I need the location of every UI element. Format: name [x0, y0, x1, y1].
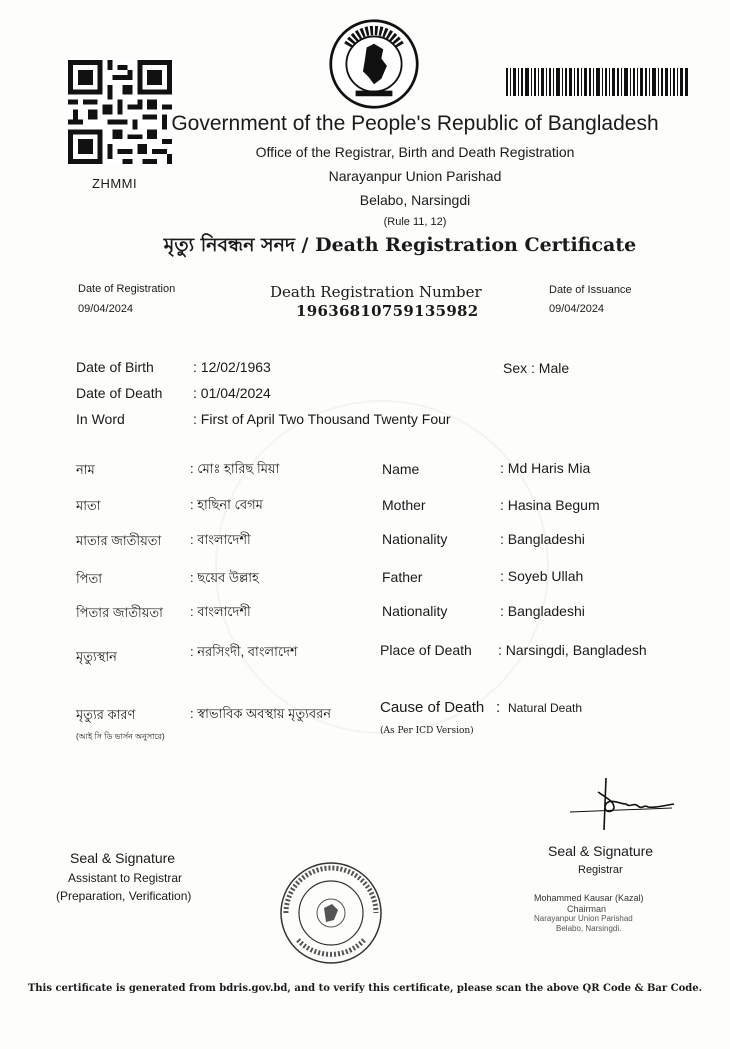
certificate-title: মৃত্যু নিবন্ধন সনদ / Death Registration Certificate — [163, 234, 637, 256]
union-parishad-seal — [276, 858, 386, 968]
registration-number-label: Death Registration Number — [270, 283, 482, 301]
stamp-location: Belabo, Narsingdi. — [556, 924, 622, 933]
field-bn-label: পিতার জাতীয়তা — [76, 605, 163, 620]
cause-bn-sub: (আই সি ডি ভার্সন অনুসারে) — [76, 732, 165, 741]
government-emblem — [328, 18, 420, 110]
stamp-name: Mohammed Kausar (Kazal) — [534, 893, 644, 903]
date-of-registration-label: Date of Registration — [78, 283, 176, 295]
date-of-death-value: : 01/04/2024 — [193, 385, 271, 401]
field-bn-value: : হাছিনা বেগম — [190, 497, 263, 512]
cause-en-sub: (As Per ICD Version) — [380, 726, 474, 736]
field-en-label: Nationality — [382, 531, 448, 547]
background-watermark — [215, 400, 549, 734]
field-bn-label: নাম — [76, 462, 95, 477]
field-bn-value: : ছয়েব উল্লাহ — [190, 570, 259, 585]
date-of-death-label: Date of Death — [76, 385, 163, 401]
field-en-value: : Md Haris Mia — [500, 460, 591, 476]
cause-en-value: Natural Death — [508, 701, 583, 715]
field-en-value: : Bangladeshi — [500, 603, 585, 619]
field-bn-value: : মোঃ হারিছ মিয়া — [190, 461, 280, 476]
field-en-label: Nationality — [382, 603, 448, 619]
in-word-value: : First of April Two Thousand Twenty Four — [193, 411, 451, 427]
in-word-label: In Word — [76, 411, 125, 427]
field-bn-value: : নরসিংদী, বাংলাদেশ — [190, 644, 298, 659]
cause-bn-label: মৃত্যুর কারণ — [76, 707, 136, 722]
field-en-value: : Soyeb Ullah — [500, 568, 584, 584]
field-bn-label: মৃত্যুস্থান — [76, 649, 117, 664]
stamp-org: Narayanpur Union Parishad — [534, 914, 633, 923]
sex-value: Sex : Male — [503, 360, 570, 376]
date-of-birth-value: : 12/02/1963 — [193, 359, 271, 375]
cause-bn-value: : স্বাভাবিক অবস্থায় মৃত্যুবরন — [190, 706, 332, 721]
rule-text: (Rule 11, 12) — [383, 216, 447, 228]
field-bn-value: : বাংলাদেশী — [190, 532, 251, 547]
qr-caption: ZHMMI — [92, 176, 138, 191]
field-en-label: Name — [382, 461, 420, 477]
verification-footer: This certificate is generated from bdris.gov.bd, and to verify this certificate, please scan the above QR Code & Bar Code. — [27, 983, 703, 994]
field-en-label: Mother — [382, 497, 426, 513]
right-sign-role: Registrar — [578, 864, 623, 876]
left-sign-role: Assistant to Registrar — [68, 871, 183, 885]
date-of-registration-value: 09/04/2024 — [78, 303, 134, 315]
right-seal-signature-title: Seal & Signature — [548, 843, 654, 859]
date-of-issuance-label: Date of Issuance — [549, 284, 632, 296]
date-of-birth-label: Date of Birth — [76, 359, 154, 375]
location-heading: Belabo, Narsingdi — [359, 192, 471, 208]
left-seal-signature-title: Seal & Signature — [70, 850, 176, 866]
field-bn-label: পিতা — [76, 571, 103, 586]
date-of-issuance-value: 09/04/2024 — [549, 303, 605, 315]
field-en-value: : Hasina Begum — [500, 497, 600, 513]
stamp-title: Chairman — [567, 904, 607, 914]
field-en-value: : Bangladeshi — [500, 531, 585, 547]
left-sign-sub: (Preparation, Verification) — [56, 889, 192, 903]
union-heading: Narayanpur Union Parishad — [328, 168, 502, 184]
field-en-label: Place of Death — [380, 642, 472, 658]
field-en-label: Father — [382, 569, 423, 585]
field-bn-label: মাতার জাতীয়তা — [76, 533, 162, 548]
registrar-signature — [566, 774, 676, 834]
field-bn-label: মাতা — [76, 498, 101, 513]
barcode — [506, 68, 688, 96]
office-heading: Office of the Registrar, Birth and Death Registration — [255, 144, 575, 160]
government-heading: Government of the People's Republic of Bangladesh — [171, 112, 659, 135]
field-bn-value: : বাংলাদেশী — [190, 604, 251, 619]
field-en-value: : Narsingdi, Bangladesh — [498, 642, 647, 658]
registration-number-value: 19636810759135982 — [296, 302, 479, 320]
cause-en-label: Cause of Death — [380, 699, 485, 716]
cause-colon: : — [496, 699, 501, 716]
